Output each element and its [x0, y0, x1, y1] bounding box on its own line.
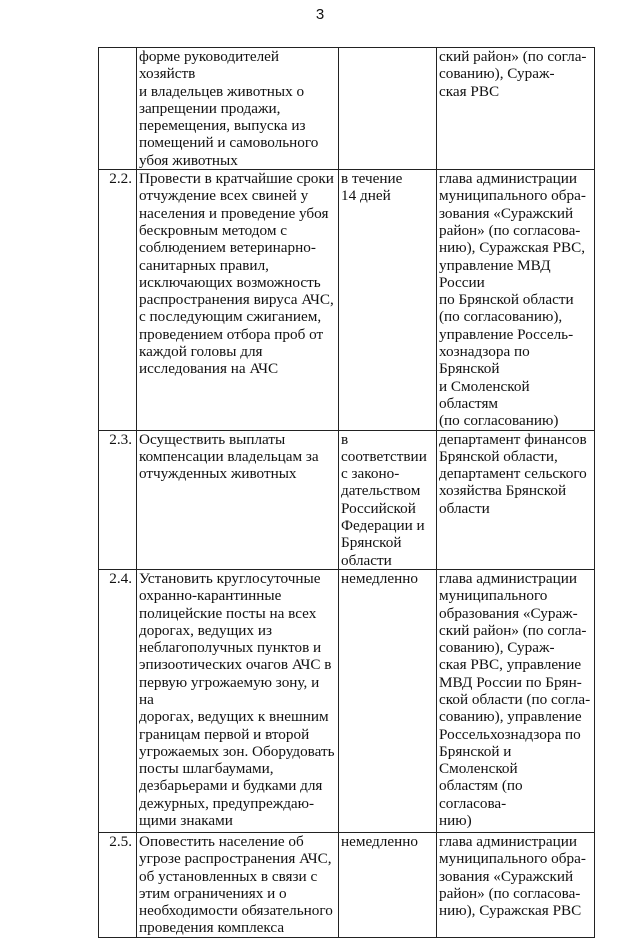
- action-text: Осуществить выплаты компенсации владельцам за отчужденных животных: [139, 430, 319, 483]
- term-text: в течение 14 дней: [341, 170, 403, 205]
- row-number-cell: [99, 170, 137, 430]
- responsible-cell: [437, 832, 595, 937]
- term-cell: [339, 170, 437, 430]
- action-cell: [137, 569, 339, 832]
- table-row: [99, 832, 595, 937]
- table-row: [99, 430, 595, 569]
- measures-table: [98, 47, 595, 938]
- action-text: Установить круглосуточные охранно-карантинные полицейские посты на всех дорогах, ведущих из неблагополучных пунктов и эпизоотических очагов АЧС в первую угрожаемую зону, и на дорогах, ведущих к внешним границам первой и второй угрожаемых зон. Оборудовать посты шлагбаумами, дезбарьерами и будками для дежурных, предупреждаю- щими знаками: [139, 569, 335, 830]
- action-cell: [137, 48, 339, 170]
- action-text: Оповестить население об угрозе распространения АЧС, об установленных в связи с этим ограничениях и о необходимости обязательного проведения комплекса: [139, 832, 333, 937]
- row-number: 2.2.: [109, 170, 132, 188]
- action-cell: [137, 832, 339, 937]
- responsible-text: ский район» (по согла- сованию), Сураж- ская РВС: [439, 48, 587, 100]
- row-number: 2.3.: [109, 430, 132, 448]
- responsible-cell: [437, 48, 595, 170]
- responsible-text: департамент финансов Брянской области, департамент сельского хозяйства Брянской области: [439, 430, 587, 517]
- table-row: [99, 569, 595, 832]
- term-text: немедленно: [341, 832, 418, 850]
- row-number-cell: [99, 48, 137, 170]
- table-row: [99, 48, 595, 170]
- table-row: [99, 170, 595, 430]
- term-cell: [339, 430, 437, 569]
- action-cell: [137, 170, 339, 430]
- term-cell: [339, 48, 437, 170]
- responsible-cell: [437, 430, 595, 569]
- term-cell: [339, 569, 437, 832]
- action-cell: [137, 430, 339, 569]
- responsible-text: глава администрации муниципального обра- зования «Суражский район» (по согласова- нию), Суражская РВС, управление МВД России по Брянской области (по согласованию), управление Россель- хознадзора по Брянской и Смоленской областям (по согласованию): [439, 170, 586, 430]
- responsible-text: глава администрации муниципального образования «Сураж- ский район» (по согла- сованию), Сураж- ская РВС, управление МВД России по Брян- ской области (по согла- сованию), управление Россельхознадзора по Брянской и Смоленской областям (по согласова- нию): [439, 569, 591, 830]
- row-number-cell: [99, 832, 137, 937]
- responsible-text: глава администрации муниципального обра- зования «Суражский район» (по согласова- нию), Суражская РВС: [439, 832, 586, 920]
- responsible-cell: [437, 569, 595, 832]
- term-cell: [339, 832, 437, 937]
- page-number: 3: [315, 6, 325, 23]
- action-text: форме руководителей хозяйств и владельцев животных о запрещении продажи, перемещения, выпуска из помещений и самовольного убоя животных: [139, 48, 319, 169]
- row-number: 2.5.: [109, 832, 132, 850]
- responsible-cell: [437, 170, 595, 430]
- row-number: 2.4.: [109, 569, 132, 587]
- action-text: Провести в кратчайшие сроки отчуждение всех свиней у населения и проведение убоя бескровным методом с соблюдением ветеринарно- санитарных правил, исключающих возможность распространения вируса АЧС, с последующим сжиганием, проведением отбора проб от каждой головы для исследования на АЧС: [139, 170, 334, 378]
- row-number-cell: [99, 569, 137, 832]
- term-text: немедленно: [341, 569, 418, 587]
- term-text: в соответствии с законо- дательством Российской Федерации и Брянской области: [341, 430, 427, 569]
- row-number-cell: [99, 430, 137, 569]
